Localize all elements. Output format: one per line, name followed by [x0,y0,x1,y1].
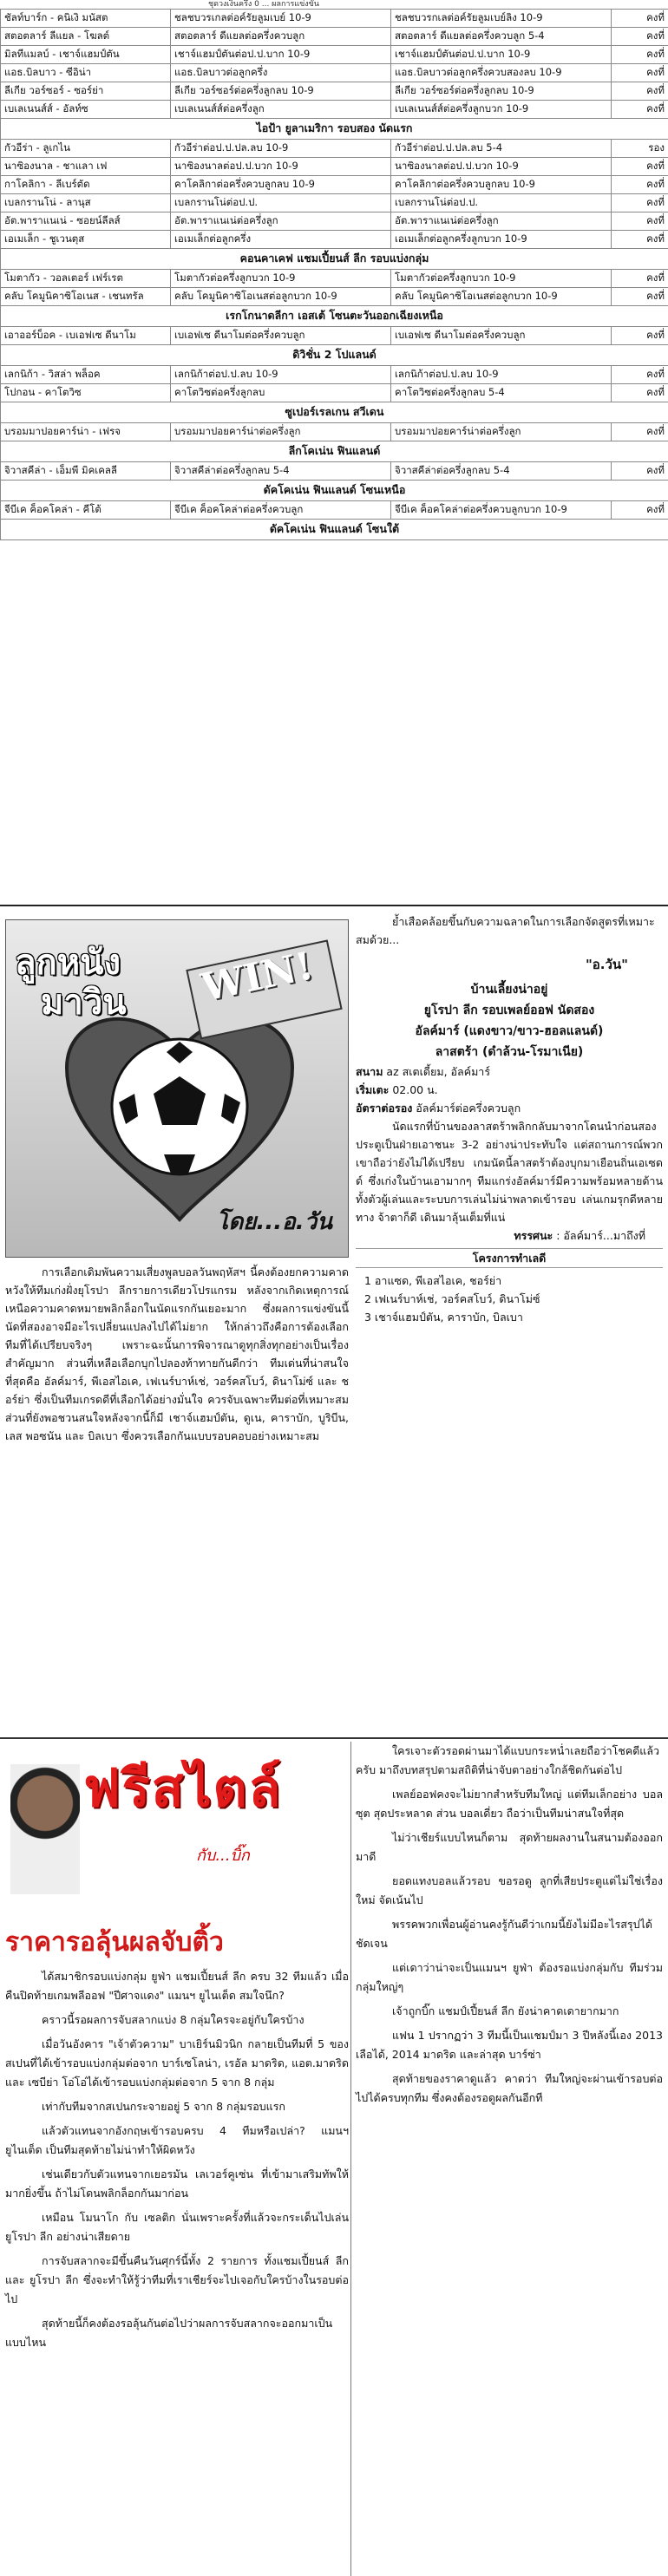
article-headline: ราคารอลุ้นผลจับติ้ว [5,1927,224,1958]
section-title: คอนคาเคฟ แชมเปี้ยนส์ ลีก รอบแบ่งกลุ่ม [1,249,668,270]
first-half-odds: จิวาสคีล่าต่อครึ่งลูกลบ 5-4 [171,462,391,481]
odds-trend: คงที่ [612,501,668,520]
match-pair: เอเมเล็ก - ชูเวนตุส [1,231,171,249]
full-time-odds: คลับ โคมูนิคาซิโอเนสต่อลูกบวก 10-9 [391,288,612,306]
odds-trend: คงที่ [612,64,668,82]
body-paragraph: สุดท้ายของราคาดูแล้ว คาดว่า ทีมใหญ่จะผ่านเข้ารอบต่อไปได้ครบทุกทีม ซึ่งคงต้องรอดูผลกันอีกที [356,2072,663,2104]
body-paragraph: แฟน 1 ปรากฏว่า 3 ทีมนี้เป็นแชมป์มา 3 ปีหลังนี้เอง 2013 เลือได้, 2014 มาดริด และล่าสุด บาร์ซ่า [356,2029,663,2061]
first-half-odds: เบเลเนนส์ส์ต่อครึ่งลูก [171,101,391,119]
body-paragraph: ยอดแทงบอลแล้วรอบ ขอรอดู ลูกที่เสียประตูแต่ไม่ใช่เรื่องใหม่ จัดเน้นไป [356,1874,663,1906]
combo-item: 2 เฟเนร์บาห์เช่, วอร์คสโบว์, ดินาโม่ซ์ [364,1292,540,1305]
odds-section-header [1,402,668,423]
odds-trend: คงที่ [612,46,668,64]
odds-trend: คงที่ [612,270,668,288]
match-pair: อัต.พาราแนเน่ - ซอยน์ลีลส์ [1,212,171,231]
author-signature: "อ.วัน" [585,957,628,972]
odds-trend: คงที่ [612,10,668,28]
banner-author: โดย...อ.วัน [216,1209,332,1235]
first-half-odds: สตอตลาร์ ดีแยลต่อครึ่งควบลูก [171,28,391,46]
full-time-odds: ลีเกีย วอร์ซอร์ต่อครึ่งลูกลบ 10-9 [391,82,612,101]
first-half-odds: บรอมมาปอยคาร์น่าต่อครึ่งลูก [171,423,391,441]
match-competition: ยูโรปา ลีก รอบเพลย์ออฟ นัดสอง [423,1004,595,1017]
first-half-odds: เอเมเล็กต่อลูกครึ่ง [171,231,391,249]
first-half-odds: คลับ โคมูนิคาซิโอเนสต่อลูกบวก 10-9 [171,288,391,306]
first-half-odds: ลีเกีย วอร์ซอร์ต่อครึ่งลูกลบ 10-9 [171,82,391,101]
match-pair: จิวาสคีล่า - เอ็มพี มิคเคลลี [1,462,171,481]
section-title: ดิวิชั่น 2 โปแลนด์ [1,345,668,366]
full-time-odds: เลกนิก้าต่อป.ป.ลบ 10-9 [391,366,612,384]
column-left-body [5,1967,349,2357]
odds-trend: คงที่ [612,366,668,384]
section-title: ไอป้า ยูลาเมริกา รอบสอง นัดแรก [1,119,668,140]
full-time-odds: เอเมเล็กต่อลูกครึ่งลูกบวก 10-9 [391,231,612,249]
handicap-row: อัตราต่อรอง อัลค์มาร์ต่อครึ่งควบลูก [356,1102,521,1115]
match-pair: เบลกรานโน่ - ลานุส [1,194,171,212]
odds-trend: คงที่ [612,384,668,402]
odds-row [1,10,668,28]
odds-trend: คงที่ [612,158,668,176]
odds-section-header [1,481,668,501]
home-header: บ้านเลี้ยงน่าอยู่ [470,983,548,997]
odds-row [1,423,668,441]
combo-header: โครงการทำเลดี [356,1248,663,1268]
odds-row [1,288,668,306]
banner-title-line1: ลูกหนัง [15,942,121,983]
first-half-odds: เลกนิก้าต่อป.ป.ลบ 10-9 [171,366,391,384]
full-time-odds: จิวาสคีล่าต่อครึ่งลูกลบ 5-4 [391,462,612,481]
full-time-odds: เบเอฟเซ ดีนาโมต่อครึ่งควบลูก [391,327,612,345]
body-paragraph: สุดท้ายนี้ก็คงต้องรอลุ้นกันต่อไปว่าผลการจับสลากจะออกมาเป็นแบบไหน [5,2317,333,2349]
section-title: เรกโกนาดลีกา เอสเต้ โซนตะวันออกเฉียงเหนือ [1,306,668,327]
section-title: ดัคโคเน่น ฟินแลนด์ โซนเหนือ [1,481,668,501]
body-paragraph: แล้วตัวแทนจากอังกฤษเข้ารอบครบ 4 ทีมหรือเปล่า? แมนฯ ยูไนเต็ด เป็นทีมสุดท้ายไม่น่าทำให้ผิดหวัง [5,2124,349,2156]
body-paragraph: การจับสลากจะมีขึ้นคืนวันศุกร์นี้ทั้ง 2 รายการ ทั้งแชมเปี้ยนส์ ลีก และ ยูโรปา ลีก ซึ่งจะทำให้รู้ว่าทีมที่เราเชียร์จะไปเจอกับใครบ้างในรอบต่อไป [5,2254,349,2305]
body-paragraph: ได้สมาชิกรอบแบ่งกลุ่ม ยูฟ่า แชมเปี้ยนส์ ลีก ครบ 32 ทีมแล้ว เมื่อคืนปิดท้ายเกมพลีออฟ "ปีศาจแดง" แมนฯ ยูไนเต็ด สมใจนึก? [5,1970,349,2002]
odds-row [1,327,668,345]
body-paragraph: คราวนี้รอผลการจับสลากแบ่ง 8 กลุ่มใครจะอยู่กับใครบ้าง [42,2013,305,2026]
odds-row [1,46,668,64]
match-pair: เบเลเนนส์ส์ - อัลท์ซ [1,101,171,119]
banner-title: ฟรีสไตล์ [83,1758,283,1819]
body-paragraph: พรรคพวกเพื่อนผู้อ่านคงรู้กันดีว่าเกมนี้ยังไม่มีอะไรสรุปได้ชัดเจน [356,1918,652,1950]
full-time-odds: สตอตลาร์ ดีแยลต่อครึ่งควบลูก 5-4 [391,28,612,46]
match-away-team: ลาสตร้า (ดำล้วน-โรมาเนีย) [435,1045,584,1059]
odds-row [1,140,668,158]
full-time-odds: อัต.พาราแนเน่ต่อครึ่งลูก [391,212,612,231]
odds-trend: คงที่ [612,212,668,231]
match-pair: ลีเกีย วอร์ซอร์ - ซอร์ย่า [1,82,171,101]
odds-trend: คงที่ [612,176,668,194]
body-paragraph: แต่เดาว่าน่าจะเป็นแมนฯ ยูฟ่า ต้องรอแบ่งกลุ่มกับ ทีมร่วมกลุ่มใหญ่ๆ [356,1961,663,1993]
odds-trend: รอง [612,140,668,158]
first-half-odds: คาโตวิซต่อครึ่งลูกลบ [171,384,391,402]
odds-trend: คงที่ [612,28,668,46]
first-half-odds: ชลชบวรเกลต่อค์รัยลูมเบย์ 10-9 [171,10,391,28]
body-paragraph: เมื่อวันอังคาร "เจ้าตัวความ" บาเยิร์นมิวนิก กลายเป็นทีมที่ 5 ของสเปนที่ได้เข้ารอบแบ่งกลุ่มต่อจาก บาร์เซโลน่า, เรอัล มาดริด, แอต.มาดริด และ เซบีย่า โอ่โอ่ได้เข้ารอบแบ่งกลุ่มต่อจาก 5 จาก 8 กลุ่ม [5,2037,349,2089]
body-paragraph: ใครเจาะตัวรอดผ่านมาได้แบบกระหน่ำเลยถือว่าโชคดีแล้ว ครับ มาถึงบทสรุปตามสถิติที่น่าจับตาอย่างใกล้ชิดกันต่อไป [356,1744,660,1776]
match-pair: มิลทีแมลบ์ - เชาจ์แฮมป์ตัน [1,46,171,64]
odds-row [1,101,668,119]
body-paragraph: เช่นเดียวกับตัวแทนจากเยอรมัน เลเวอร์คูเซ่น ที่เข้ามาเสริมทัพให้มากยิ่งขึ้น ถ้าไม่โดนพลิกล็อกกันมาก่อน [5,2167,349,2200]
banner-title-line2: มาวิน [41,982,127,1023]
body-paragraph: เจ้าถูกบิ๊ก แชมป์เปี้ยนส์ ลีก ยังน่าคาดเดายากมาก [392,2004,619,2017]
odds-row [1,384,668,402]
section-title: ลีกโคเน่น ฟินแลนด์ [1,441,668,462]
first-half-odds: กัวอีร่าต่อป.ป.ปล.ลบ 10-9 [171,140,391,158]
first-half-odds: อัต.พาราแนเน่ต่อครึ่งลูก [171,212,391,231]
tip-row: ทรรศนะ : อัลค์มาร์...มาถึงที่ [514,1229,645,1242]
column-freestyle [0,1742,668,2576]
match-pair: เอาออร์บ็อค - เบเอฟเซ ดีนาโม [1,327,171,345]
body-paragraph: เพลย์ออฟคงจะไม่ยากสำหรับทีมใหญ่ แต่ทีมเล็กอย่าง บอลซุต สุดประหลาด ส่วน บอลเดี่ยว ถือว่าเป็นทีมน่าสนใจที่สุด [356,1788,663,1820]
odds-table [0,9,668,540]
match-pair: จีบีเค ค็อคโคล่า - คีโต้ [1,501,171,520]
column-divider [350,1742,351,2576]
section-title: ซูเปอร์เรลเกน สวีเดน [1,402,668,423]
column-lookhnung-mawin [0,911,668,1739]
match-pair: นาซิองนาล - ชาแลา เฟ [1,158,171,176]
full-time-odds: แอธ.บิลบาวต่อลูกครึ่งควบสองลบ 10-9 [391,64,612,82]
match-pair: เลกนิก้า - วิสล่า พล็อค [1,366,171,384]
banner-win-text: WIN! [198,944,318,1010]
full-time-odds: เบลกรานโน่ต่อป.ป. [391,194,612,212]
banner-subtitle: กับ...บิ๊ก [196,1847,250,1865]
first-half-odds: โมตากัวต่อครึ่งลูกบวก 10-9 [171,270,391,288]
odds-trend: คงที่ [612,101,668,119]
odds-trend: คงที่ [612,194,668,212]
intro-paragraph: ย้ำเสือคล้อยขึ้นกับความฉลาดในการเลือกจัดสูตรที่เหมาะสมด้วย... [356,915,655,946]
venue-row: สนาม az สเตเดี้ยม, อัลค์มาร์ [356,1065,491,1078]
full-time-odds: เชาจ์แฮมป์ตันต่อป.ป.บาก 10-9 [391,46,612,64]
full-time-odds: เบเลเนนส์ส์ต่อครึ่งลูกบวก 10-9 [391,101,612,119]
odds-table-section [0,0,668,906]
odds-row [1,82,668,101]
odds-trend: คงที่ [612,462,668,481]
first-half-odds: เบลกรานโน่ต่อป.ป. [171,194,391,212]
match-pair: สตอตลาร์ ลีแยล - โฆลต์ [1,28,171,46]
body-paragraph: เท่ากับทีมจากสเปนกระจายอยู่ 5 จาก 8 กลุ่มรอบแรก [42,2100,285,2113]
full-time-odds: บรอมมาปอยคาร์น่าต่อครึ่งลูก [391,423,612,441]
odds-section-header [1,345,668,366]
columnist-photo [10,1764,80,1894]
column-right-body [356,1742,663,2113]
column-right-text [356,912,663,1326]
first-half-odds: คาโคลิกาต่อครึ่งควบลูกลบ 10-9 [171,176,391,194]
odds-section-header [1,306,668,327]
odds-trend: คงที่ [612,231,668,249]
full-time-odds: นาซิองนาลต่อป.ป.บวก 10-9 [391,158,612,176]
odds-row [1,194,668,212]
match-pair: บรอมมาปอยคาร์น่า - เฟรจ [1,423,171,441]
match-pair: คลับ โคมูนิคาซิโอเนส - เชนทรัล [1,288,171,306]
first-half-odds: จีบีเค ค็อคโคล่าต่อครึ่งควบลูก [171,501,391,520]
odds-section-header [1,441,668,462]
full-time-odds: คาโตวิซต่อครึ่งลูกลบ 5-4 [391,384,612,402]
odds-section-header [1,249,668,270]
odds-row [1,28,668,46]
column-left-body [5,1263,349,1445]
first-half-odds: นาซิองนาลต่อป.ป.บวก 10-9 [171,158,391,176]
body-paragraph: เหมือน โมนาโก กับ เซลติก นั่นเพราะครั้งที่แล้วจะกระเด็นไปเล่น ยูโรปา ลีก อย่างน่าเสียดาย [5,2211,349,2243]
match-pair: ชัลท์บาร์ก - คนิเงิ มนัสต [1,10,171,28]
full-time-odds: โมตากัวต่อครึ่งลูกบวก 10-9 [391,270,612,288]
section-title: ดัคโคเน่น ฟินแลนด์ โซนใต้ [1,520,668,540]
odds-row [1,212,668,231]
match-pair: กาโคลิกา - ลีเบร์ตัด [1,176,171,194]
odds-trend: คงที่ [612,423,668,441]
match-pair: แอธ.บิลบาว - ซีอิน่า [1,64,171,82]
full-time-odds: จีบีเค ค็อคโคล่าต่อครึ่งควบลูกบวก 10-9 [391,501,612,520]
full-time-odds: คาโคลิกาต่อครึ่งควบลูกลบ 10-9 [391,176,612,194]
banner-title [15,943,171,1023]
odds-row [1,231,668,249]
combo-item: 3 เชาจ์แฮมป์ตัน, คาราบัก, บิลเบา [364,1311,523,1324]
odds-row [1,158,668,176]
match-pair: โปกอน - คาโตวิซ [1,384,171,402]
first-half-odds: เบเอฟเซ ดีนาโมต่อครึ่งควบลูก [171,327,391,345]
body-paragraph: การเลือกเดิมพันความเสี่ยงพูลบอลวันพฤหัสฯ นี้คงต้องยกความคาดหวังให้ทีมเก่งฝั่งยุโรปา ลีกรายการเดียวโปรแกรม หลังจากเกิดเหตุการณ์เหนือความคาดหมายพลิกล็อกในนัดแรกกันเยอะมาก ซึ่งผลการแข่งขันนี้นัดที่สองอาจมีอะไรเปลี่ยนแปลงไปได้ไม่ยาก ให้กล่าวถึงคือการต้องเลือกทีมที่ได้เปรียบจริงๆ เพราะฉะนั้นการพิจารณาดูทุกสิ่งทุกอย่างเป็นเรื่องสำคัญมาก ส่วนที่เหลือเลือกบุกไปลองท้าทายกันดีกว่า ทีมเด่นที่น่าสนใจที่สุดคือ อัลค์มาร์, พีเอสไอเค, เฟเนร์บาห์เช่, วอร์คสโบว์, ดินาโม่ซ์ และ ชอร์ย่า ซึ่งเป็นทีมเกรดดีที่เลือกได้อย่างมั่นใจ ควรจับเฉพาะทีมต่อที่เหมาะสม ส่วนที่ยังพอชวนสนใจหลังจากนี้ก็มี เชาจ์แฮมป์ตัน, ดูเน, คาราบัก, บูริบีน, เลส พอซนัน และ บิลเบา ซึ่งควรเลือกกันแบบรอบคอบอย่างเหมาะสม [5,1265,349,1442]
odds-trend: คงที่ [612,288,668,306]
first-half-odds: เชาจ์แฮมป์ตันต่อป.ป.บาก 10-9 [171,46,391,64]
match-home-team: อัลค์มาร์ (แดงขาว/ขาว-ฮอลแลนด์) [415,1024,604,1038]
odds-section-header [1,119,668,140]
odds-row [1,462,668,481]
match-pair: กัวอีร่า - ลูเกไน [1,140,171,158]
match-pair: โมตากัว - วอลเตอร์ เฟร์เรต [1,270,171,288]
column-banner-freestyle [5,1747,349,1920]
odds-row [1,501,668,520]
odds-top-strip: ชุดวงเงินครึ่ง 0 ... ผลการแข่งขัน [208,0,319,9]
body-paragraph: ไม่ว่าเชียร์แบบไหนก็ตาม สุดท้ายผลงานในสนามต้องออกมาดี [356,1831,663,1863]
first-half-odds: แอธ.บิลบาวต่อลูกครึ่ง [171,64,391,82]
odds-section-header [1,520,668,540]
odds-row [1,176,668,194]
odds-row [1,366,668,384]
full-time-odds: กัวอีร่าต่อป.ป.ปล.ลบ 5-4 [391,140,612,158]
analysis-paragraph: นัดแรกที่บ้านของลาสตร้าพลิกกลับมาจากโดนนำก่อนสองประตูเป็นฝ่ายเอาชนะ 3-2 อย่างน่าประทับใจ แต่สถานการณ์พวกเขาถือว่ายังไม่ได้เปรียบ เกมนัดนี้ลาสตร้าต้องบุกมาเยือนถิ่นเอเซดด์ ซึ่งเก่งในบ้านเอามากๆ ทีมแกร่งอัลค์มาร์มีความพร้อมหลายด้านทั้งตัวผู้เล่นและระบบการเล่นไม่น่าพลาดเข้ารอบ เล่นเกมรุกดีหลายทาง จ้าตาก็ดี เดินมาลุ้นเต็มที่แน่ [356,1120,663,1224]
full-time-odds: ชลชบวรกเลต่อค์รัยลูมเบย์ลิง 10-9 [391,10,612,28]
column-banner-lookhnung [5,919,349,1258]
combo-item: 1 อาแซด, พีเอสไอเค, ชอร์ย่า [364,1274,502,1287]
odds-trend: คงที่ [612,82,668,101]
kickoff-row: เริ่มเตะ 02.00 น. [356,1083,438,1096]
odds-trend: คงที่ [612,327,668,345]
odds-row [1,270,668,288]
odds-row [1,64,668,82]
